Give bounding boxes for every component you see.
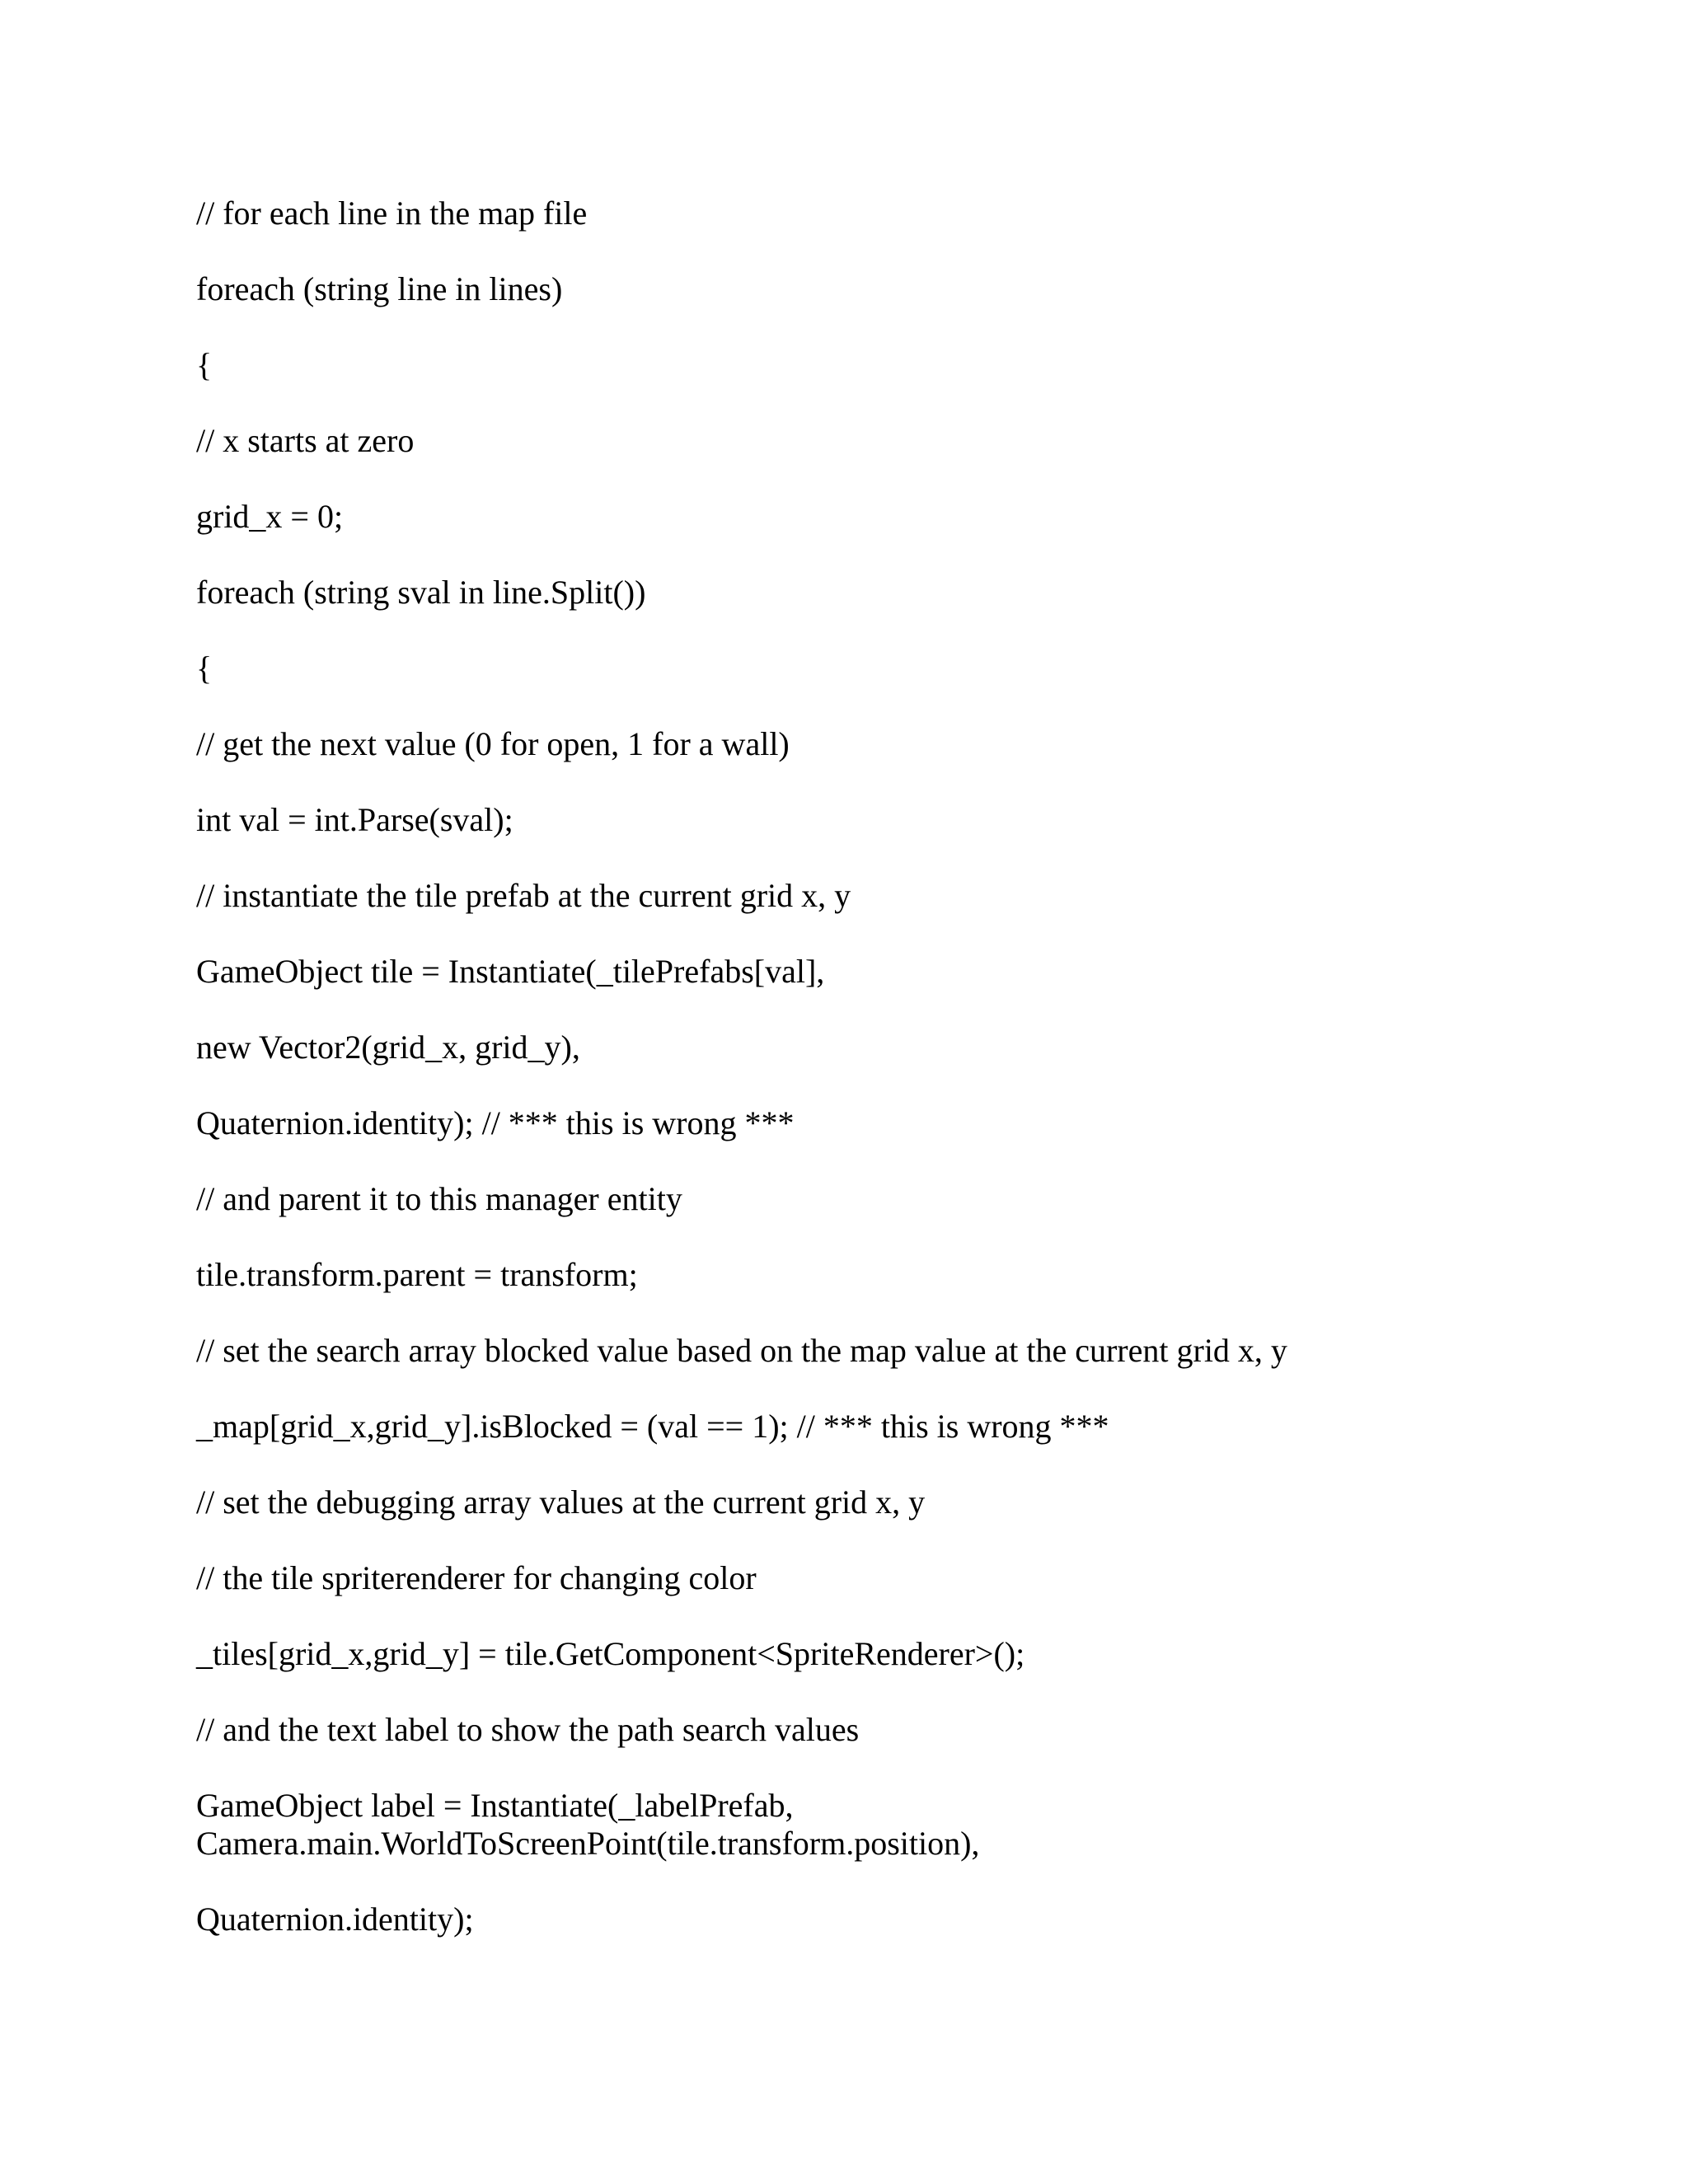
code-line-comment-spriterenderer: // the tile spriterenderer for changing color xyxy=(196,1559,757,1596)
code-line-comment-next-value: // get the next value (0 for open, 1 for a wall) xyxy=(196,725,790,762)
code-line-comment-parent: // and parent it to this manager entity xyxy=(196,1180,682,1217)
code-line-world-to-screen: Camera.main.WorldToScreenPoint(tile.transform.position), xyxy=(196,1825,980,1862)
code-line-open-brace-inner: { xyxy=(196,649,213,687)
code-line-quaternion-identity: Quaternion.identity); xyxy=(196,1900,474,1938)
code-line-comment-debug-array: // set the debugging array values at the current grid x, y xyxy=(196,1483,926,1521)
code-line-comment-instantiate: // instantiate the tile prefab at the current grid x, y xyxy=(196,877,851,914)
code-line-comment-for-each-line: // for each line in the map file xyxy=(196,194,588,232)
code-line-instantiate-tile: GameObject tile = Instantiate(_tilePrefabs[val], xyxy=(196,953,825,990)
code-line-foreach-lines: foreach (string line in lines) xyxy=(196,270,563,307)
code-line-new-vector2: new Vector2(grid_x, grid_y), xyxy=(196,1029,580,1066)
code-line-is-blocked: _map[grid_x,grid_y].isBlocked = (val == 1); // *** this is wrong *** xyxy=(196,1408,1109,1445)
code-line-grid-x-assign: grid_x = 0; xyxy=(196,498,344,535)
code-line-instantiate-label: GameObject label = Instantiate(_labelPrefab, xyxy=(196,1787,794,1824)
code-listing xyxy=(196,194,1614,1976)
code-line-transform-parent: tile.transform.parent = transform; xyxy=(196,1256,638,1293)
code-line-comment-search-array: // set the search array blocked value based on the map value at the current grid x, y xyxy=(196,1332,1287,1369)
code-line-comment-text-label: // and the text label to show the path search values xyxy=(196,1711,860,1748)
code-line-tiles-get-component: _tiles[grid_x,grid_y] = tile.GetComponent<SpriteRenderer>(); xyxy=(196,1635,1025,1672)
code-line-comment-x-zero: // x starts at zero xyxy=(196,422,415,459)
code-line-quaternion-wrong: Quaternion.identity); // *** this is wrong *** xyxy=(196,1104,795,1141)
code-line-foreach-split: foreach (string sval in line.Split()) xyxy=(196,574,646,611)
code-line-open-brace: { xyxy=(196,346,213,383)
code-line-int-parse: int val = int.Parse(sval); xyxy=(196,801,513,838)
